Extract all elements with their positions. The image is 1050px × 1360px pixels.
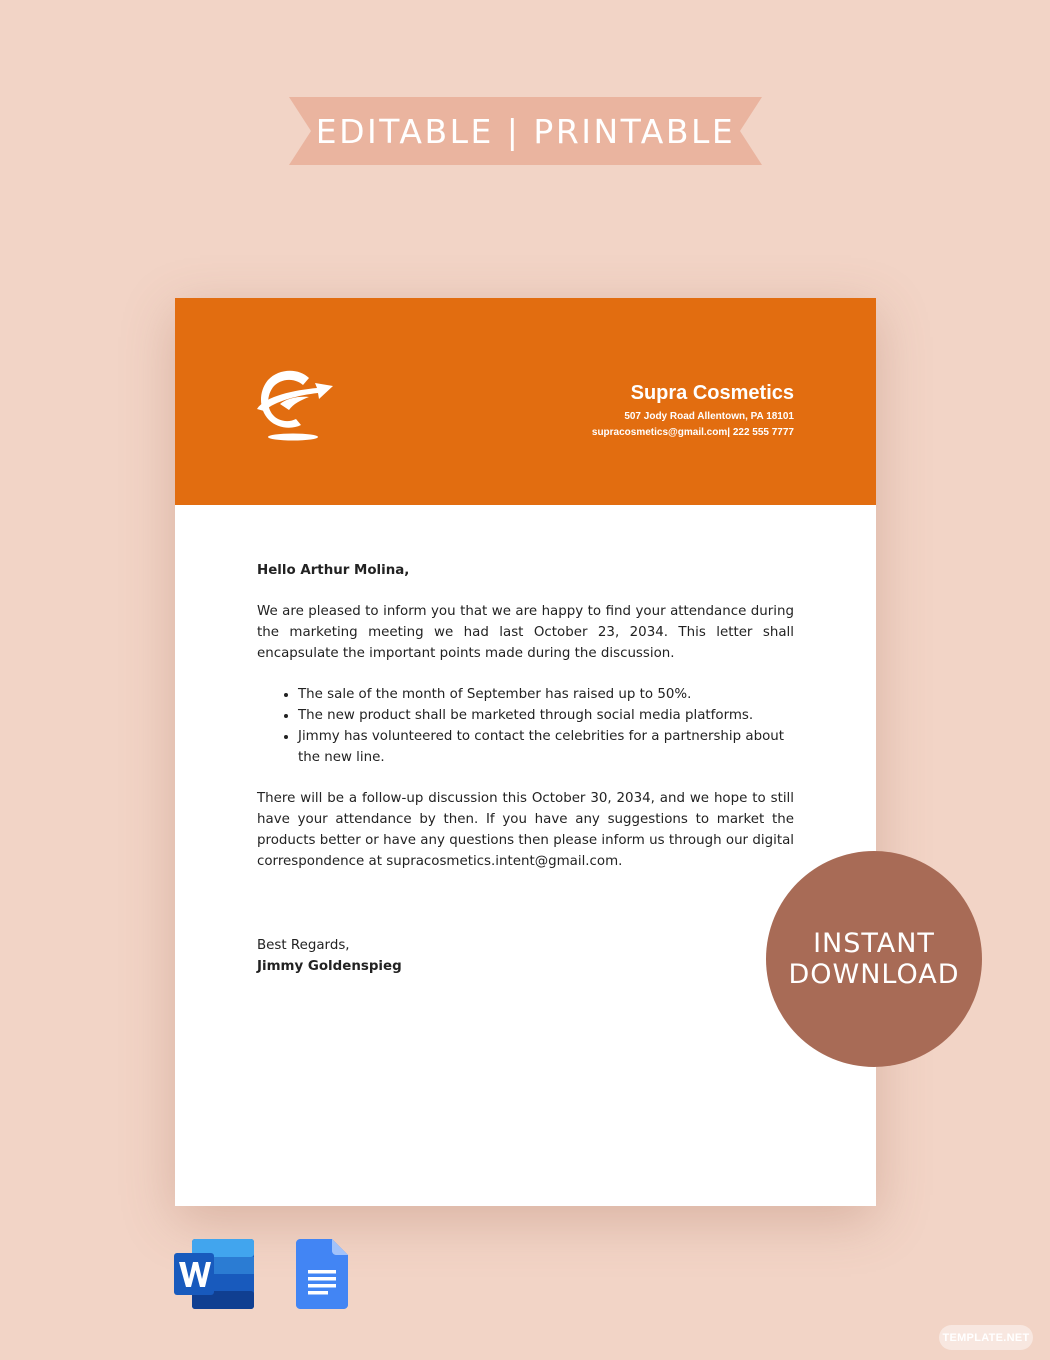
list-item: • The sale of the month of September has raised up to 50%. — [298, 684, 794, 705]
title-banner — [289, 97, 762, 165]
company-info — [592, 382, 794, 438]
paragraph-followup: There will be a follow-up discussion this October 30, 2034, and we hope to still have your attendance by then. If you have any suggestions to market the products better or have any questions then please inform us through our digital correspondence at supracosmetics.intent@gmail.com. — [257, 791, 794, 869]
greeting: Hello Arthur Molina, — [257, 563, 410, 578]
company-logo-icon — [255, 364, 337, 444]
company-contact: supracosmetics@gmail.com| 222 555 7777 — [591, 427, 794, 438]
letterhead-page — [175, 298, 876, 1206]
letterhead-header — [175, 298, 876, 505]
list-item: • Jimmy has volunteered to contact the celebrities for a partnership about the new line. — [298, 726, 794, 768]
company-name: Supra Cosmetics — [630, 382, 794, 404]
list-item: • The new product shall be marketed through social media platforms. — [298, 705, 794, 726]
google-docs-icon[interactable] — [296, 1239, 348, 1309]
letter-body — [257, 560, 794, 977]
badge-line-1: INSTANT — [813, 928, 935, 959]
paragraph-intro: We are pleased to inform you that we are happy to find your attendance during the marketing meeting we had last October 23, 2034. This letter shall encapsulate the important points made during the discussion. — [257, 604, 794, 661]
template-net-watermark: TEMPLATE.NET — [939, 1325, 1033, 1350]
signer-name: Jimmy Goldenspieg — [257, 959, 402, 974]
bullet-list — [257, 684, 794, 768]
banner-text: EDITABLE | PRINTABLE — [315, 111, 736, 151]
microsoft-word-icon[interactable] — [174, 1239, 254, 1309]
closing: Best Regards, — [257, 938, 350, 953]
badge-line-2: DOWNLOAD — [788, 959, 960, 990]
company-address: 507 Jody Road Allentown, PA 18101 — [624, 411, 794, 422]
instant-download-badge[interactable] — [766, 851, 982, 1067]
